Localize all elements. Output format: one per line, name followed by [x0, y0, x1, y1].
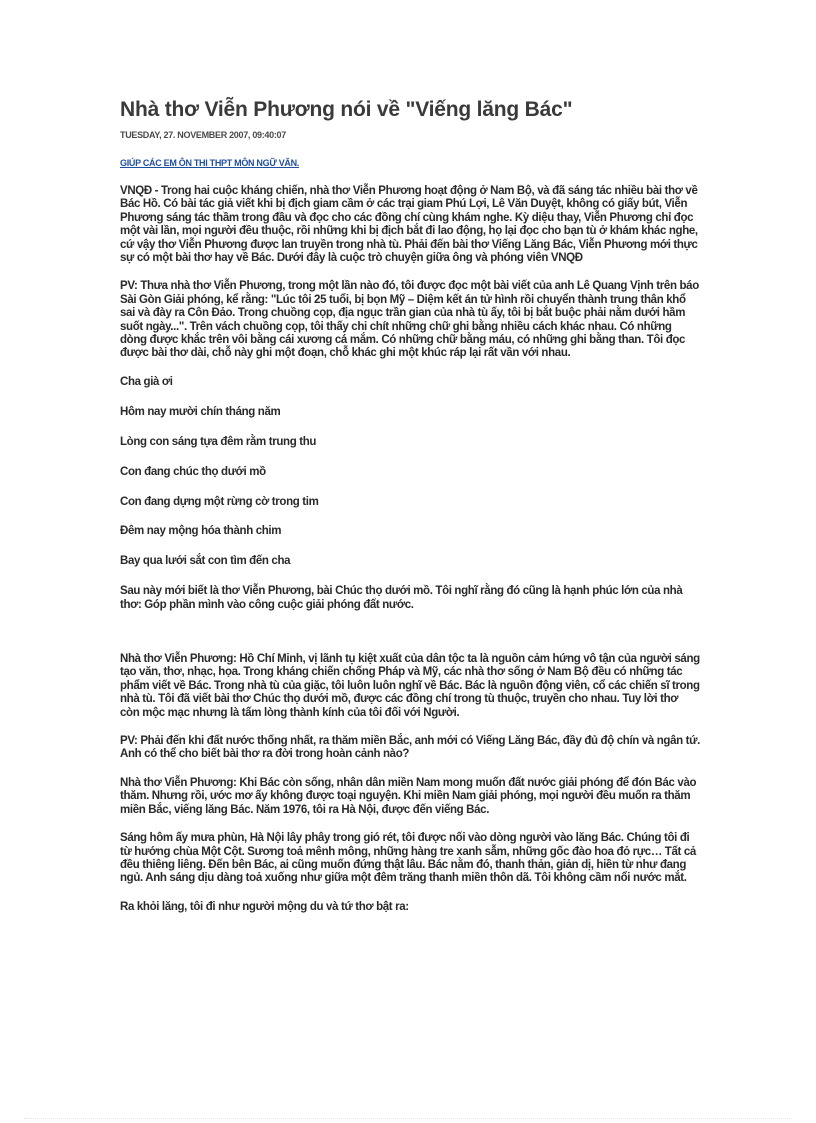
intro-paragraph: VNQĐ - Trong hai cuộc kháng chiến, nhà thơ Viễn Phương hoạt động ở Nam Bộ, và đã sáng tác nhiều bài thơ về Bác Hồ. Có bài tác giả viết khi bị địch giam cầm ở các trại giam Phú Lợi, Lê Văn Duyệt, không có giấy bút, Viễn Phương sáng tác thầm trong đầu và đọc cho các đồng chí cùng khám nghe. Kỳ diệu thay, Viễn Phương chỉ đọc một vài lần, mọi người đều thuộc, rồi những khi bị địch bắt đi lao động, họ lại đọc cho bạn tù ở khám khác nghe, cứ vậy thơ Viễn Phương được lan truyền trong nhà tù. Phải đến bài thơ Viếng Lăng Bác, Viễn Phương mới thực sự có một bài thơ hay về Bác. Dưới đây là cuộc trò chuyện giữa ông và phóng viên VNQĐ [120, 185, 698, 265]
poem-line: Con đang chúc thọ dưới mồ [120, 465, 266, 478]
poem-line: Con đang dựng một rừng cờ trong tim [120, 495, 319, 508]
poem-line: Cha già ơi [120, 375, 173, 388]
poem-line: Lòng con sáng tựa đêm rằm trung thu [120, 435, 317, 448]
category-link[interactable]: GIÚP CÁC EM ÔN THI THPT MÔN NGỮ VĂN. [120, 158, 300, 168]
interview-answer-3: Sáng hôm ấy mưa phùn, Hà Nội lây phây trong gió rét, tôi được nối vào dòng người vào lăng Bác. Chúng tôi đi từ hướng chùa Một Cột. Sương toả mênh mông, những hàng tre xanh sẫm, những gốc đào hoa đỏ rực… Tất cả đều thiêng liêng. Đến bên Bác, ai cũng muốn đứng thật lâu. Bác nằm đó, thanh thản, giản dị, hiền từ như đang ngủ. Anh sáng dịu dàng toả xuống như giữa một đêm trăng thanh miền thôn dã. Tôi không cầm nổi nước mắt. [120, 832, 696, 885]
article-title: Nhà thơ Viễn Phương nói về "Viếng lăng Bác" [120, 98, 573, 121]
interview-answer-2: Nhà thơ Viễn Phương: Khi Bác còn sống, nhân dân miền Nam mong muốn đất nước giải phóng để đón Bác vào thăm. Nhưng rồi, ước mơ ấy không được toại nguyện. Khi miền Nam giải phóng, mọi người đều muốn ra thăm miền Bắc, viếng lăng Bác. Năm 1976, tôi ra Hà Nội, được đến viếng Bác. [120, 776, 697, 816]
poem-line: Hôm nay mười chín tháng năm [120, 405, 281, 418]
closing-line: Ra khỏi lăng, tôi đi như người mộng du và tứ thơ bật ra: [120, 900, 409, 913]
page-bottom-rule [24, 1118, 792, 1119]
interview-question-2: PV: Phải đến khi đất nước thống nhất, ra thăm miền Bắc, anh mới có Viếng Lăng Bác, đầy đủ độ chín và ngân tứ. Anh có thể cho biết bài thơ ra đời trong hoàn cảnh nào? [120, 735, 700, 761]
article-date: TUESDAY, 27. NOVEMBER 2007, 09:40:07 [120, 130, 286, 140]
article [120, 98, 700, 929]
poem-line: Bay qua lưới sắt con tìm đến cha [120, 555, 291, 568]
spacer [120, 627, 700, 653]
interview-question-1: PV: Thưa nhà thơ Viễn Phương, trong một lần nào đó, tôi được đọc một bài viết của anh Lê Quang Vịnh trên báo Sài Gòn Giải phóng, kể rằng: "Lúc tôi 25 tuổi, bị bọn Mỹ – Diệm kết án tử hình rồi chuyển thành trung thân khổ sai và đày ra Côn Đảo. Trong chuồng cọp, địa ngục trần gian của nhà tù ấy, tôi bị bắt buộc phải nằm dưới hầm suốt ngày...". Trên vách chuồng cọp, tôi thấy chi chít những chữ ghi bằng nhiều cách khác nhau. Có những dòng được khắc trên vôi bằng cái xương cá mắm. Có những chữ bằng máu, có những ghi bằng than. Tôi đọc được bài thơ dài, chỗ này ghi một đoạn, chỗ khác ghi một khúc ráp lại rất vần với nhau. [120, 280, 699, 360]
poem-line: Đêm nay mộng hóa thành chim [120, 525, 282, 538]
interview-answer-1: Nhà thơ Viễn Phương: Hồ Chí Minh, vị lãnh tụ kiệt xuất của dân tộc ta là nguồn cảm hứng vô tận của người sáng tạo văn, thơ, nhạc, họa. Trong kháng chiến chống Pháp và Mỹ, các nhà thơ sống ở Nam Bộ đều có những tác phẩm viết về Bác. Trong nhà tù của giặc, tôi luôn luôn nghĩ về Bác. Bác là nguồn động viên, cổ các chiến sĩ trong nhà tù. Tôi đã viết bài thơ Chúc thọ dưới mồ, được các đồng chí trong tù thuộc, truyền cho nhau. Tuy lời thơ còn mộc mạc nhưng là tấm lòng thành kính của tôi đối với Người. [120, 653, 700, 719]
after-poem-paragraph: Sau này mới biết là thơ Viễn Phương, bài Chúc thọ dưới mồ. Tôi nghĩ rằng đó cũng là hạnh phúc lớn của nhà thơ: Góp phần mình vào công cuộc giải phóng đất nước. [120, 585, 683, 611]
